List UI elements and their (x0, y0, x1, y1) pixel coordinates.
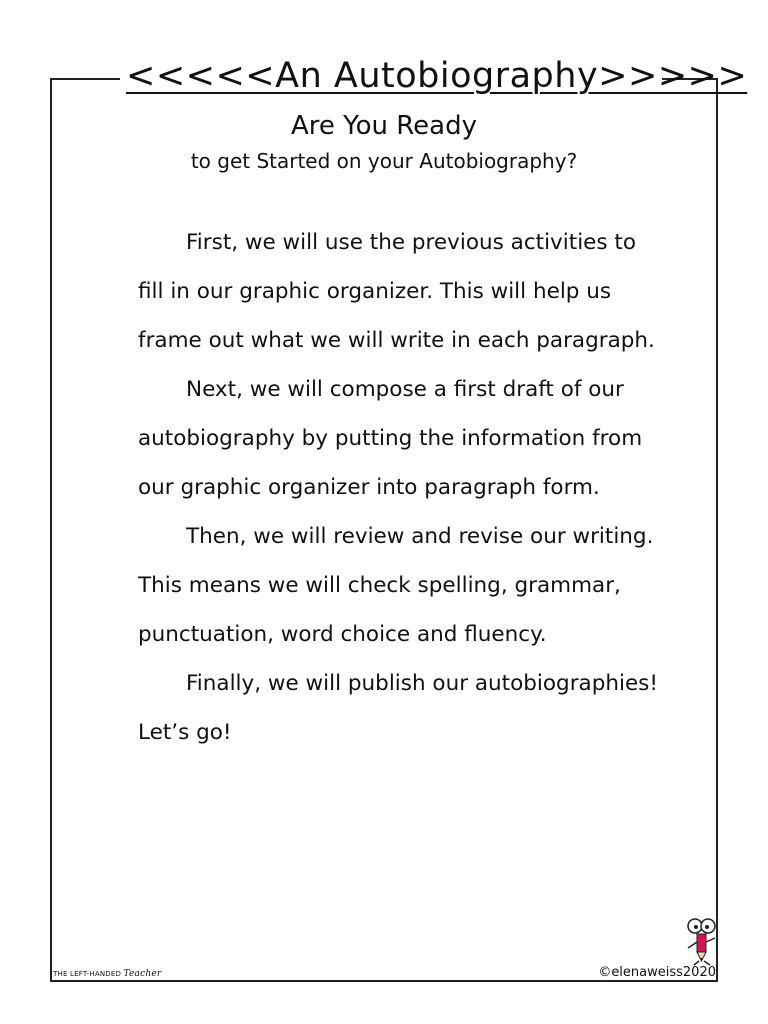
paragraph-then: Then, we will review and revise our writing. This means we will check spelling, grammar, punctuation, word choice and fluency. (138, 524, 654, 647)
instructions-body (138, 218, 658, 757)
paragraph-finally: Finally, we will publish our autobiographies! Let’s go! (138, 671, 659, 745)
page-title (126, 54, 748, 98)
page-title-text: <<<<<An Autobiography>>>>> (126, 56, 748, 96)
pencil-character-icon (680, 916, 722, 966)
brand-script: Teacher (123, 969, 162, 979)
subline: to get Started on your Autobiography? (190, 149, 578, 173)
paragraph-first: First, we will use the previous activities to fill in our graphic organizer. This will help us frame out what we will write in each paragraph. (138, 230, 655, 353)
brand-logo (53, 969, 161, 979)
subtitle: Are You Ready (291, 111, 477, 141)
paragraph-next: Next, we will compose a first draft of our autobiography by putting the information from our graphic organizer into paragraph form. (138, 377, 643, 500)
copyright-notice: ©elenaweiss2020 (598, 965, 716, 980)
brand-text: THE LEFT-HANDED (53, 970, 122, 978)
